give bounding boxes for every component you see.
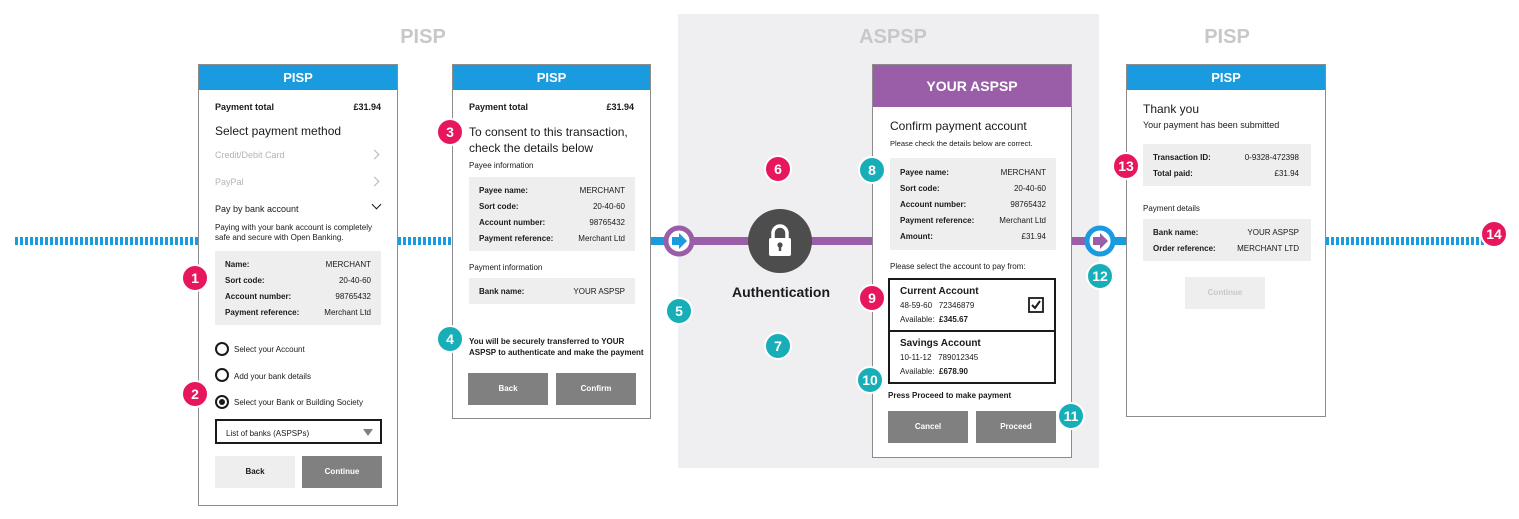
continue-button[interactable]: Continue (1185, 277, 1265, 309)
step-badge: 11 (1057, 402, 1085, 430)
detail-value: Merchant Ltd (324, 308, 371, 317)
detail-value: £31.94 (1021, 232, 1046, 241)
account-name: Current Account (900, 286, 979, 297)
detail-label: Total paid: (1153, 169, 1193, 178)
flow-line-1-2 (398, 237, 453, 245)
payment-total-label: Payment total (215, 102, 275, 112)
detail-label: Bank name: (1153, 228, 1199, 237)
detail-label: Payee name: (900, 168, 949, 177)
step-badge: 9 (858, 284, 886, 312)
back-button[interactable]: Back (468, 373, 548, 405)
detail-value: Merchant Ltd (578, 234, 625, 243)
detail-label: Payee name: (479, 186, 528, 195)
available-label: Available: (900, 367, 935, 376)
page-subtitle: Please check the details below are correct. (890, 139, 1033, 148)
detail-label: Amount: (900, 232, 933, 241)
section-label: Payee information (469, 161, 534, 170)
payment-total-value: £31.94 (353, 102, 381, 112)
zone-label-aspsp: ASPSP (859, 26, 927, 48)
screen-header: PISP (1127, 65, 1325, 90)
screen-header: PISP (199, 65, 397, 90)
step-badge: 5 (665, 297, 693, 325)
select-account-prompt: Please select the account to pay from: (890, 262, 1026, 271)
detail-label: Account number: (479, 218, 546, 227)
payment-details-box (890, 158, 1056, 250)
payee-details-box (469, 177, 635, 251)
chevron-right-icon (370, 177, 380, 187)
chevron-down-icon (372, 200, 382, 210)
available-label: Available: (900, 315, 935, 324)
cancel-button[interactable]: Cancel (888, 411, 968, 443)
transaction-summary-box (1143, 144, 1311, 186)
account-numbers: 10-11-12 789012345 (900, 353, 979, 362)
detail-value: 20-40-60 (1013, 184, 1046, 193)
merchant-details-box (215, 251, 381, 325)
screen-header: YOUR ASPSP (873, 65, 1071, 107)
page-title: Confirm payment account (890, 119, 1027, 133)
checkbox-checked-icon[interactable] (1028, 297, 1044, 313)
radio-label: Select your Account (234, 345, 305, 354)
payment-option-paypal[interactable]: PayPal (215, 177, 244, 187)
radio-select-account[interactable] (215, 342, 229, 356)
page-subtitle: Your payment has been submitted (1143, 120, 1280, 130)
detail-value: Merchant Ltd (999, 216, 1046, 225)
detail-value: MERCHANT (1000, 168, 1046, 177)
payment-details-box (1143, 219, 1311, 261)
radio-add-bank-details[interactable] (215, 368, 229, 382)
step-badge: 7 (764, 332, 792, 360)
step-badge: 12 (1086, 262, 1114, 290)
detail-label: Transaction ID: (1153, 153, 1211, 162)
detail-value: YOUR ASPSP (1247, 228, 1299, 237)
chevron-right-icon (370, 150, 380, 160)
detail-label: Account number: (225, 292, 292, 301)
detail-value: 0-9328-472398 (1244, 153, 1299, 162)
confirm-button[interactable]: Confirm (556, 373, 636, 405)
detail-value: MERCHANT LTD (1237, 244, 1299, 253)
account-option-savings[interactable] (888, 330, 1056, 384)
radio-select-bank[interactable] (215, 395, 229, 409)
payment-total-value: £31.94 (606, 102, 634, 112)
page-title: To consent to this transaction, (469, 125, 628, 139)
screen-confirm-payment-account (872, 64, 1072, 458)
detail-label: Sort code: (900, 184, 940, 193)
screen-consent (452, 64, 651, 419)
detail-label: Order reference: (1153, 244, 1216, 253)
available-value: £678.90 (939, 367, 968, 376)
detail-value: 98765432 (335, 292, 371, 301)
detail-label: Name: (225, 260, 250, 269)
account-numbers: 48-59-60 72346879 (900, 301, 975, 310)
connector-arrow-icon (662, 224, 696, 258)
page-title: Thank you (1143, 102, 1200, 116)
detail-value: MERCHANT (325, 260, 371, 269)
zone-label-pisp-left: PISP (400, 26, 446, 48)
bank-list-dropdown[interactable] (215, 419, 382, 444)
authentication-label: Authentication (732, 284, 830, 300)
detail-label: Sort code: (479, 202, 519, 211)
step-badge: 13 (1112, 152, 1140, 180)
proceed-button[interactable]: Proceed (976, 411, 1056, 443)
screen-header: PISP (453, 65, 650, 90)
step-badge: 1 (181, 264, 209, 292)
transfer-note-line: ASPSP to authenticate and make the payment (469, 348, 644, 357)
detail-label: Sort code: (225, 276, 265, 285)
step-badge: 4 (436, 325, 464, 353)
radio-label: Select your Bank or Building Society (234, 398, 363, 407)
continue-button[interactable]: Continue (302, 456, 382, 488)
detail-label: Payment reference: (900, 216, 975, 225)
transfer-note-line: You will be securely transferred to YOUR (469, 337, 625, 346)
available-value: £345.67 (939, 315, 968, 324)
detail-value: 98765432 (589, 218, 625, 227)
lock-icon (748, 209, 812, 273)
back-button[interactable]: Back (215, 456, 295, 488)
detail-value: 98765432 (1010, 200, 1046, 209)
step-badge: 3 (436, 118, 464, 146)
payment-option-card[interactable]: Credit/Debit Card (215, 150, 285, 160)
step-badge: 10 (856, 366, 884, 394)
detail-value: YOUR ASPSP (573, 287, 625, 296)
section-label: Payment details (1143, 204, 1200, 213)
dropdown-arrow-icon (363, 429, 373, 436)
screen-payment-submitted (1126, 64, 1326, 417)
account-name: Savings Account (900, 338, 981, 349)
detail-value: 20-40-60 (338, 276, 371, 285)
bank-note-line: safe and secure with Open Banking. (215, 233, 344, 242)
detail-value: MERCHANT (579, 186, 625, 195)
step-badge: 2 (181, 380, 209, 408)
zone-label-pisp-right: PISP (1204, 26, 1250, 48)
payment-total-label: Payment total (469, 102, 529, 112)
bank-info-box (469, 278, 635, 304)
detail-label: Payment reference: (225, 308, 300, 317)
detail-label: Payment reference: (479, 234, 554, 243)
page-title: check the details below (469, 141, 594, 155)
flow-line-end (1326, 237, 1486, 245)
section-label: Payment information (469, 263, 543, 272)
page-title: Select payment method (215, 124, 342, 138)
step-badge: 8 (858, 156, 886, 184)
detail-value: £31.94 (1274, 169, 1299, 178)
account-option-current[interactable] (888, 278, 1056, 332)
detail-label: Account number: (900, 200, 967, 209)
proceed-note: Press Proceed to make payment (888, 391, 1012, 400)
connector-arrow-icon (1083, 224, 1117, 258)
bank-note-line: Paying with your bank account is completely (215, 223, 372, 232)
flow-line-start (15, 237, 199, 245)
screen-select-payment-method (198, 64, 398, 506)
payment-option-bank[interactable]: Pay by bank account (215, 204, 299, 214)
radio-label: Add your bank details (234, 372, 311, 381)
step-badge: 14 (1480, 220, 1508, 248)
step-badge: 6 (764, 155, 792, 183)
dropdown-value: List of banks (ASPSPs) (226, 429, 310, 438)
detail-label: Bank name: (479, 287, 525, 296)
detail-value: 20-40-60 (592, 202, 625, 211)
